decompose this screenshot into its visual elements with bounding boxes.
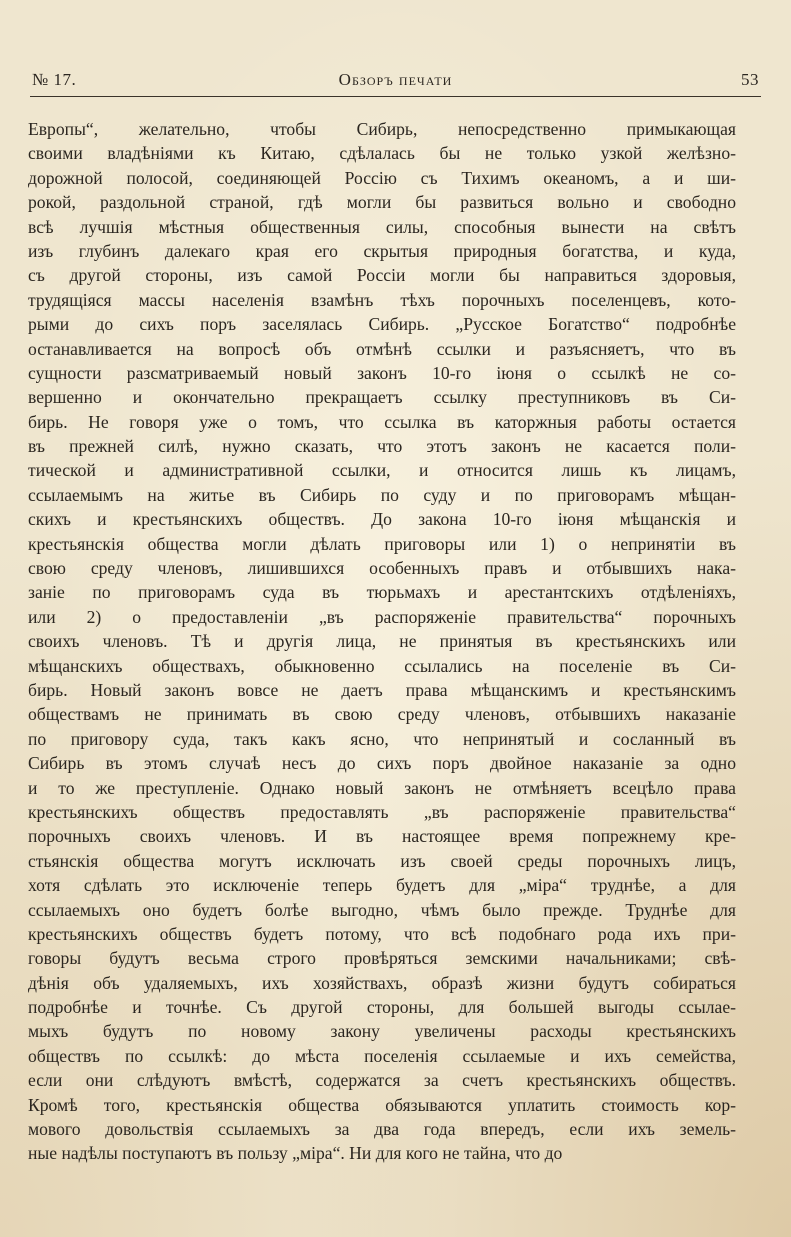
- text-line: всѣ лучшія мѣстныя общественныя силы, способныя вынести на свѣтъ: [28, 216, 736, 237]
- text-line: сущности разсматриваемый новый законъ 10-го іюня о ссылкѣ не со-: [28, 362, 736, 383]
- text-line: обществамъ не принимать въ свою среду членовъ, отбывшихъ наказаніе: [28, 704, 736, 725]
- page-number: 53: [741, 70, 759, 89]
- text-line: ные надѣлы поступаютъ въ пользу „міра“. Ни для кого не тайна, что до: [28, 1143, 563, 1164]
- text-line: мѣщанскихъ обществахъ, обыкновенно ссылались на поселеніе въ Си-: [28, 655, 736, 676]
- text-line: свою среду членовъ, лишившихся особенныхъ правъ и отбывшихъ нака-: [28, 558, 736, 579]
- text-line: своихъ членовъ. Тѣ и другія лица, не принятыя въ крестьянскихъ или: [28, 631, 736, 652]
- text-line: Кромѣ того, крестьянскія общества обязываются уплатить стоимость кор-: [28, 1094, 736, 1115]
- text-line: изъ глубинъ далекаго края его скрытыя природныя богатства, и куда,: [28, 240, 736, 261]
- body-text: [28, 117, 736, 1166]
- text-line: съ другой стороны, изъ самой Россіи могли бы направиться здоровыя,: [28, 265, 736, 286]
- text-line: рокой, раздольной страной, гдѣ могли бы развиться вольно и свободно: [28, 192, 736, 213]
- running-header: [32, 70, 759, 94]
- text-line: Европы“, желательно, чтобы Сибирь, непосредственно примыкающая: [28, 119, 736, 139]
- text-line: говоры будутъ весьма строго провѣряться земскими начальниками; свѣ-: [28, 948, 736, 969]
- text-line: заніе по приговорамъ суда въ тюрьмахъ и арестантскихъ отдѣленіяхъ,: [28, 582, 736, 603]
- text-line: дѣнія объ удаляемыхъ, ихъ хозяйствахъ, образѣ жизни будутъ собираться: [28, 972, 736, 993]
- text-line: трудящіяся массы населенія взамѣнъ тѣхъ порочныхъ поселенцевъ, кото-: [28, 289, 736, 310]
- text-line: хотя сдѣлать это исключеніе теперь будетъ для „міра“ труднѣе, а для: [28, 875, 736, 896]
- text-line: дорожной полосой, соединяющей Россію съ Тихимъ океаномъ, а и ши-: [28, 167, 736, 188]
- text-line: вершенно и окончательно прекращаетъ ссылку преступниковъ въ Си-: [28, 387, 736, 408]
- issue-number: № 17.: [32, 70, 77, 89]
- text-line: своими владѣніями къ Китаю, сдѣлалась бы не только узкой желѣзно-: [28, 143, 736, 164]
- section-title: Обзоръ печати: [338, 70, 453, 89]
- text-line: ссылаемыхъ оно будетъ болѣе выгодно, чѣмъ было прежде. Труднѣе для: [28, 899, 736, 920]
- text-line: бирь. Новый законъ вовсе не даетъ права мѣщанскимъ и крестьянскимъ: [28, 679, 736, 700]
- text-line: Сибирь въ этомъ случаѣ несъ до сихъ поръ двойное наказаніе за одно: [28, 753, 736, 774]
- text-line: крестьянскія общества могли дѣлать приговоры или 1) о непринятіи въ: [28, 533, 736, 554]
- text-line: скихъ и крестьянскихъ обществъ. До закона 10-го іюня мѣщанскія и: [28, 509, 736, 530]
- text-line: обществъ по ссылкѣ: до мѣста поселенія ссылаемые и ихъ семейства,: [28, 1045, 736, 1066]
- text-line: по приговору суда, такъ какъ ясно, что непринятый и сосланный въ: [28, 728, 736, 749]
- text-line: мового довольствія ссылаемыхъ за два года впередъ, если ихъ земель-: [28, 1119, 736, 1140]
- text-line: подробнѣе и точнѣе. Съ другой стороны, для большей выгоды ссылае-: [28, 997, 736, 1018]
- text-line: рыми до сихъ поръ заселялась Сибирь. „Русское Богатство“ подробнѣе: [28, 314, 736, 335]
- text-line: крестьянскихъ обществъ предоставлять „въ распоряженіе правительства“: [28, 801, 736, 822]
- header-rule: [30, 96, 761, 97]
- text-line: мыхъ будутъ по новому закону увеличены расходы крестьянскихъ: [28, 1021, 736, 1042]
- text-line: бирь. Не говоря уже о томъ, что ссылка въ каторжныя работы остается: [28, 411, 736, 432]
- text-line: и то же преступленіе. Однако новый законъ не отмѣняетъ всецѣло права: [28, 777, 736, 798]
- text-line: или 2) о предоставленіи „въ распоряженіе правительства“ порочныхъ: [28, 606, 736, 627]
- text-line: тической и административной ссылки, и относится лишь къ лицамъ,: [28, 460, 736, 481]
- text-line: останавливается на вопросѣ объ отмѣнѣ ссылки и разъясняетъ, что въ: [28, 338, 736, 359]
- text-line: если они слѣдуютъ вмѣстѣ, содержатся за счетъ крестьянскихъ обществъ.: [28, 1070, 736, 1091]
- text-line: въ прежней силѣ, нужно сказать, что этотъ законъ не касается поли-: [28, 436, 736, 457]
- text-line: крестьянскихъ обществъ будетъ потому, что всѣ подобнаго рода ихъ при-: [28, 923, 736, 944]
- text-line: стьянскія общества могутъ исключать изъ своей среды порочныхъ лицъ,: [28, 850, 736, 871]
- text-line: ссылаемымъ на житье въ Сибирь по суду и по приговорамъ мѣщан-: [28, 484, 736, 505]
- text-line: порочныхъ своихъ членовъ. И въ настоящее время попрежнему кре-: [28, 826, 736, 847]
